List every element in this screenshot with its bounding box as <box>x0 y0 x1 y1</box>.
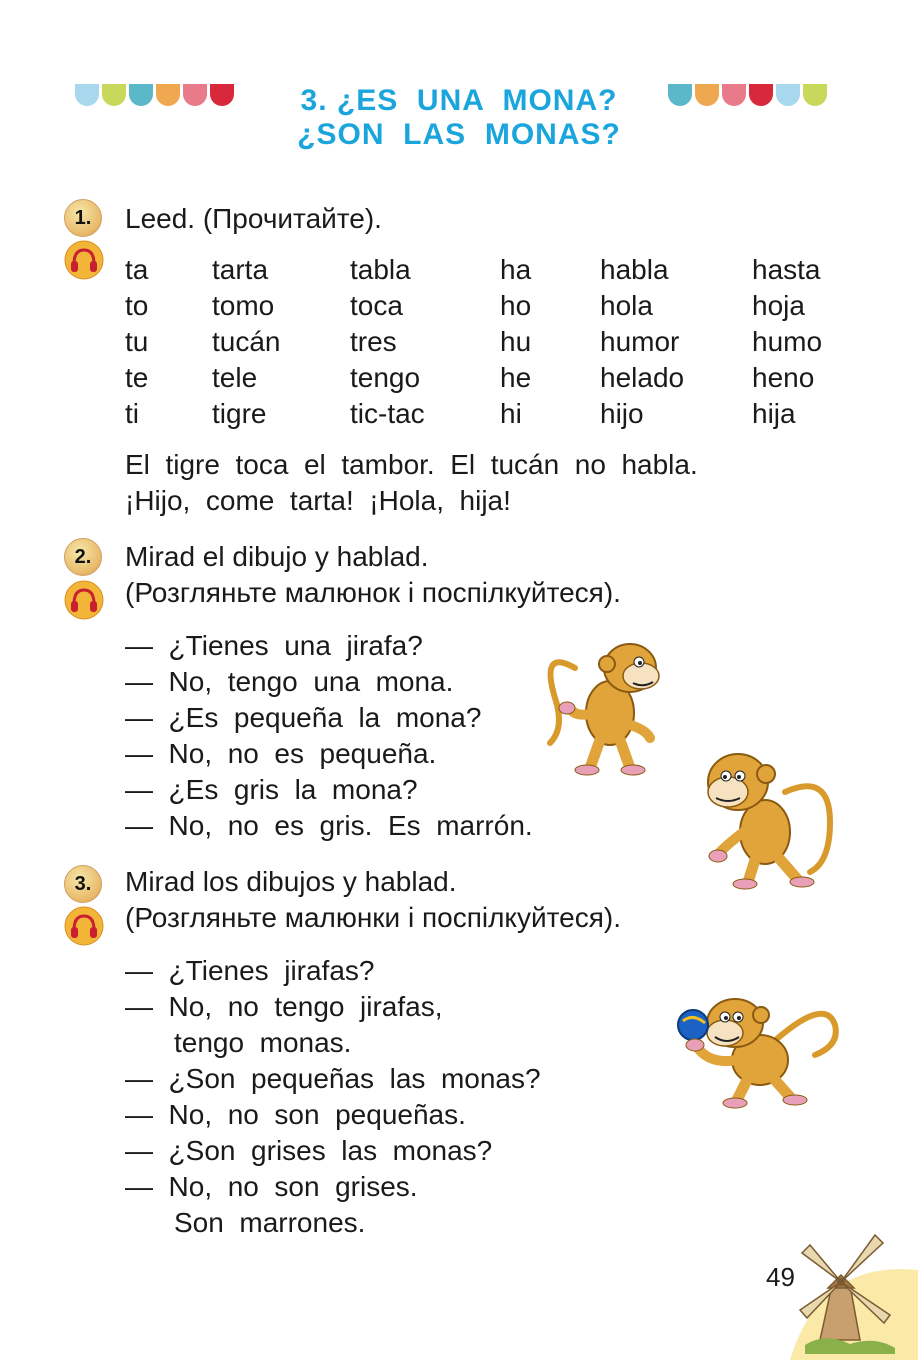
table-cell: he <box>500 362 532 393</box>
windmill-icon <box>780 1220 918 1360</box>
table-cell: humo <box>752 326 823 357</box>
table-cell: tengo <box>350 362 421 393</box>
dialogue-line: — ¿Tienes una jirafa? <box>125 630 423 661</box>
exercise-number-badge: 3. <box>64 865 102 903</box>
exercise-number-badge: 2. <box>64 538 102 576</box>
dialogue-line: — No, no tengo jirafas, <box>125 991 443 1022</box>
table-cell: habla <box>600 254 669 285</box>
dialogue-line: — No, no es pequeña. <box>125 738 437 769</box>
table-cell: hasta <box>752 254 821 285</box>
monkey-with-ball-illustration <box>665 985 845 1115</box>
table-cell: hi <box>500 398 522 429</box>
table-cell: tic-tac <box>350 398 425 429</box>
table-cell: ha <box>500 254 532 285</box>
table-cell: tu <box>125 326 149 357</box>
table-cell: hola <box>600 290 653 321</box>
table-cell: te <box>125 362 149 393</box>
table-cell: to <box>125 290 149 321</box>
reading-sentence: El tigre toca el tambor. El tucán no habla. <box>125 449 698 480</box>
table-cell: ho <box>500 290 532 321</box>
monkey-illustration <box>535 628 670 778</box>
dialogue-line: — ¿Son grises las monas? <box>125 1135 493 1166</box>
dialogue-line: — ¿Tienes jirafas? <box>125 955 375 986</box>
monkey-illustration <box>690 732 850 892</box>
table-cell: tele <box>212 362 258 393</box>
exercise1-instruction: Leed. (Прочитайте). <box>125 203 382 234</box>
dialogue-line: — ¿Es pequeña la mona? <box>125 702 482 733</box>
table-cell: ti <box>125 398 139 429</box>
table-cell: tres <box>350 326 397 357</box>
headphones-icon <box>64 906 104 946</box>
table-cell: tigre <box>212 398 267 429</box>
dialogue-line: — ¿Es gris la mona? <box>125 774 418 805</box>
table-cell: tomo <box>212 290 275 321</box>
table-cell: heno <box>752 362 815 393</box>
dialogue-line: Son marrones. <box>174 1207 366 1238</box>
table-cell: tarta <box>212 254 269 285</box>
headphones-icon <box>64 580 104 620</box>
table-cell: humor <box>600 326 680 357</box>
dialogue-line: — ¿Son pequeñas las monas? <box>125 1063 541 1094</box>
dialogue-line: — No, tengo una mona. <box>125 666 454 697</box>
table-cell: hoja <box>752 290 805 321</box>
lesson-title-line2: ¿SON LAS MONAS? <box>297 118 621 151</box>
dialogue-line: tengo monas. <box>174 1027 352 1058</box>
lesson-title-line1: 3. ¿ES UNA MONA? <box>300 84 618 117</box>
dialogue-line: — No, no son grises. <box>125 1171 418 1202</box>
syllable-word-table <box>0 252 918 432</box>
exercise3-instruction: Mirad los dibujos y hablad. <box>125 866 457 897</box>
reading-sentence: ¡Hijo, come tarta! ¡Hola, hija! <box>125 485 511 516</box>
table-cell: helado <box>600 362 685 393</box>
table-cell: ta <box>125 254 149 285</box>
dialogue-line: — No, no son pequeñas. <box>125 1099 466 1130</box>
page-number: 49 <box>766 1262 795 1292</box>
table-cell: hijo <box>600 398 644 429</box>
table-cell: hija <box>752 398 796 429</box>
table-cell: tabla <box>350 254 411 285</box>
exercise3-translation: (Розгляньте малюнки і поспілкуйтеся). <box>125 902 621 933</box>
exercise2-instruction: Mirad el dibujo y hablad. <box>125 541 429 572</box>
table-cell: tucán <box>212 326 281 357</box>
exercise2-translation: (Розгляньте малюнок і поспілкуйтеся). <box>125 577 621 608</box>
table-cell: hu <box>500 326 532 357</box>
dialogue-line: — No, no es gris. Es marrón. <box>125 810 533 841</box>
exercise-number-badge: 1. <box>64 199 102 237</box>
table-cell: toca <box>350 290 403 321</box>
